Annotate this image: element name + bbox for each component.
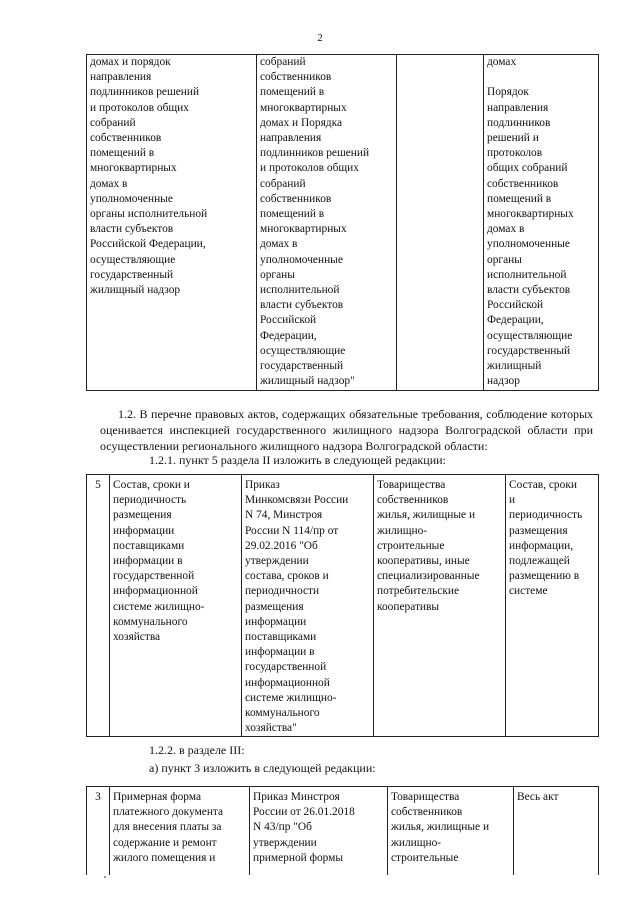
table-cell-subjects: Товарищества собственников жилья, жилищные и жилищно- строительные [388, 787, 514, 875]
paragraph-item-a: а) пункт 3 изложить в следующей редакции: [149, 761, 376, 775]
table-cell-requirement: Примерная форма платежного документа для внесения платы за содержание и ремонт жилого помещения и [110, 787, 250, 875]
table-cell-act: Приказ Минкомсвязи России N 74, Минстроя России N 114/пр от 29.02.2016 "Об утверждении состава, сроков и периодичности размещения информации поставщиками информации в государственной информационной системе жилищно- коммунального хозяйства" [242, 475, 374, 737]
table-row [87, 787, 599, 875]
table-cell-requirement: Состав, сроки и периодичность размещения информации поставщиками информации в государственной информационной системе жилищно- коммунального хозяйства [110, 475, 242, 737]
table-cell-number: 3 [87, 787, 110, 875]
table-item-3 [86, 786, 599, 875]
table-cell-requirement: домах и порядок направления подлинников решений и протоколов общих собраний собственников помещений в многоквартирных домах в уполномоченные органы исполнительной власти субъектов Российской Федерации, осуществляющие государственный жилищный надзор [87, 55, 257, 391]
table-row [87, 475, 599, 737]
paragraph-1-2: 1.2. В перечне правовых актов, содержащих обязательные требования, соблюдение которых оценивается инспекцией государственного жилищного надзора Волгоградской области при осуществлении регионального жилищного надзора Волгоградской области: [100, 407, 593, 453]
table-cell-act: собраний собственников помещений в многоквартирных домах и Порядка направления подлинников решений и протоколов общих собраний собственников помещений в многоквартирных домах в уполномоченные органы исполнительной власти субъектов Российской Федерации, осуществляющие государственный жилищный надзор" [257, 55, 397, 391]
table-cell-subjects [397, 55, 484, 391]
scan-speck [104, 876, 106, 878]
table-item-5 [86, 474, 599, 737]
paragraph-1-2-2: 1.2.2. в разделе III: [149, 743, 245, 757]
table-cell-scope: Весь акт [514, 787, 599, 875]
table-cell-scope: Состав, сроки и периодичность размещения информации, подлежащей размещению в системе [506, 475, 599, 737]
table-continuation [86, 54, 599, 391]
table-cell-scope: домах Порядок направления подлинников решений и протоколов общих собраний собственников помещений в многоквартирных домах в уполномоченные органы исполнительной власти субъектов Российской Федерации, осуществляющие государственный жилищный надзор [484, 55, 599, 391]
table-cell-subjects: Товарищества собственников жилья, жилищные и жилищно- строительные кооперативы, иные специализированные потребительские кооперативы [374, 475, 506, 737]
page-number: 2 [317, 32, 323, 44]
table-row [87, 55, 599, 391]
table-cell-number: 5 [87, 475, 110, 737]
paragraph-1-2-1: 1.2.1. пункт 5 раздела II изложить в следующей редакции: [149, 453, 446, 467]
table-cell-act: Приказ Минстроя России от 26.01.2018 N 43/пр "Об утверждении примерной формы [250, 787, 388, 875]
